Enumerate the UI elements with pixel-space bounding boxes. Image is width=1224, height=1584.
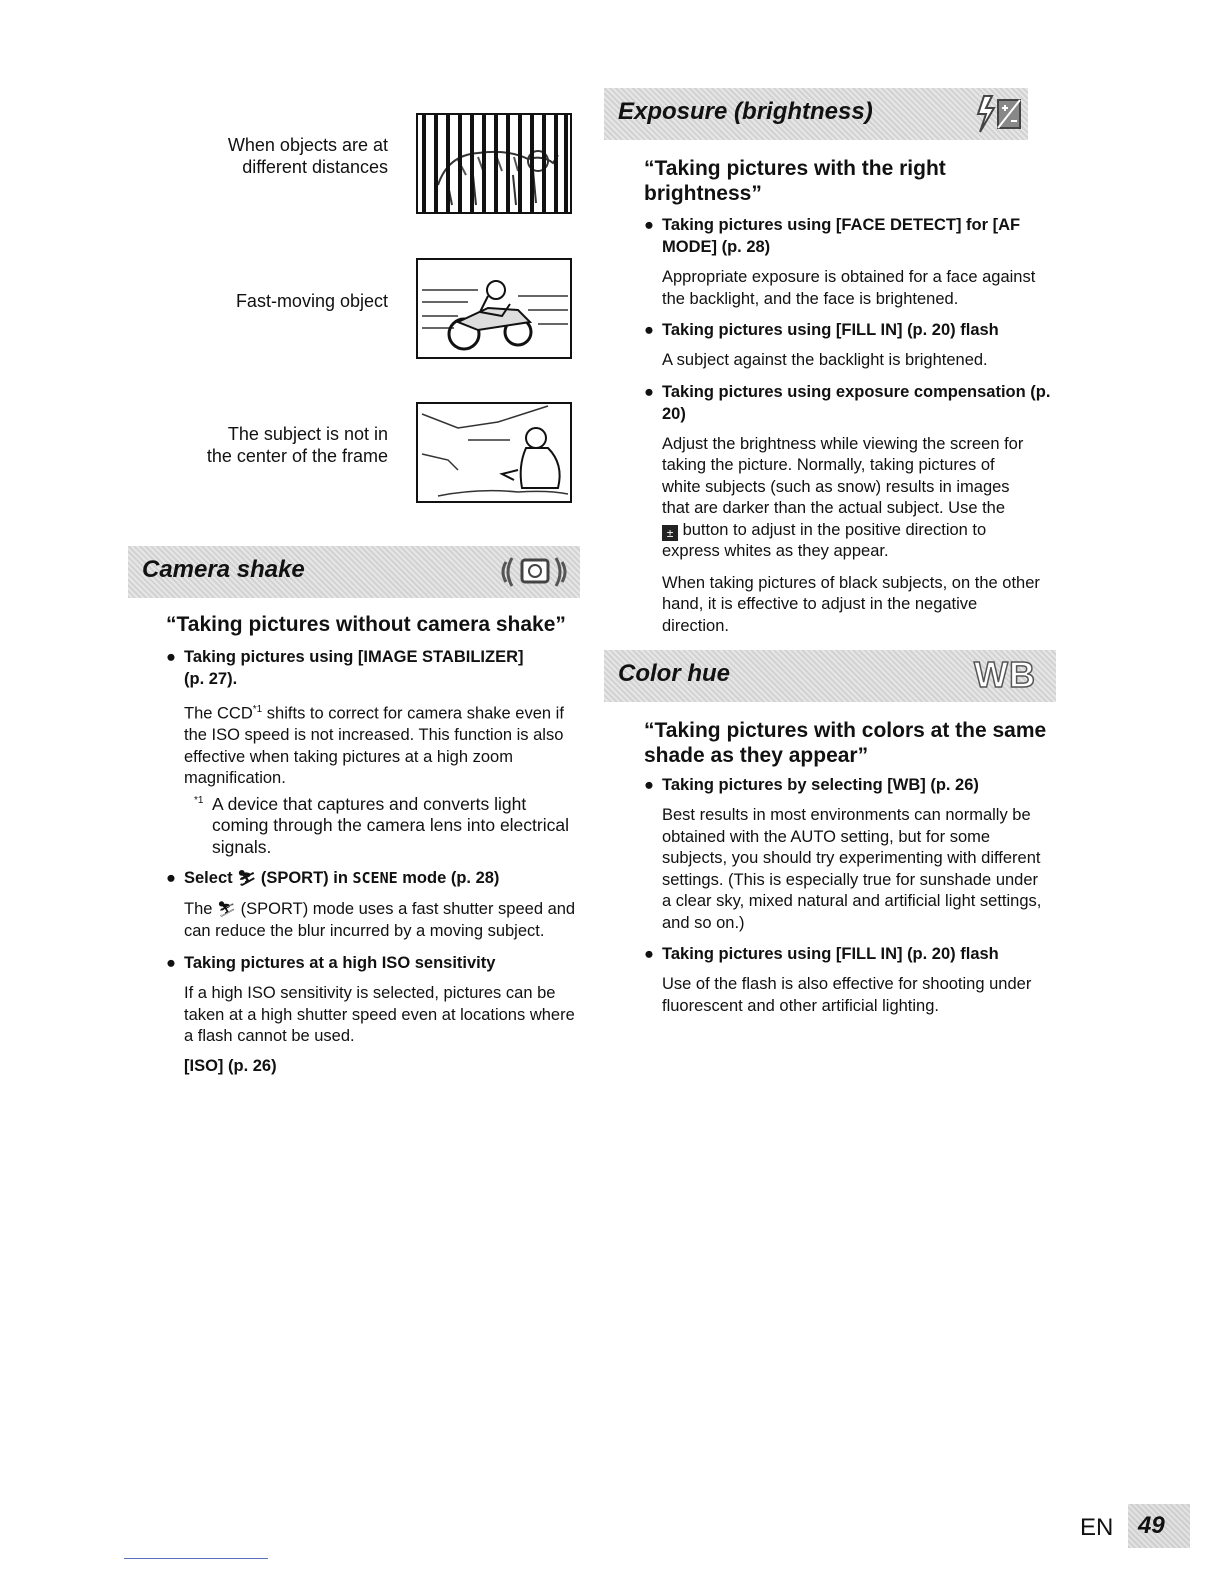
high-iso-body: If a high ISO sensitivity is selected, pictures can be taken at a high shutter speed even at locations where a flash cannot be used. (184, 984, 575, 1046)
bullet-dot: ● (644, 321, 654, 339)
caption-off-center: The subject is not in the center of the frame (206, 424, 388, 466)
bullet-dot: ● (166, 954, 176, 973)
color-hue-content (644, 774, 1056, 1017)
lake-illustration-graphic (418, 404, 570, 501)
page-number-box (1128, 1504, 1190, 1548)
bullet-image-stabilizer: ● Taking pictures using [IMAGE STABILIZER] (p. 27). (166, 648, 524, 688)
bullet-dot: ● (644, 382, 654, 401)
color-hue-section-header (604, 650, 1056, 702)
bullet-fill-in-flash-color: ● Taking pictures using [FILL IN] (p. 20) flash (644, 945, 999, 963)
camera-shake-title: Camera shake (142, 556, 305, 583)
bullet-dot: ● (166, 869, 176, 888)
bullet-face-detect: ● Taking pictures using [FACE DETECT] for [AF MODE] (p. 28) (644, 216, 1021, 256)
bullet-exposure-compensation: ● Taking pictures using exposure compensation (p. 20) (644, 382, 1051, 423)
exposure-content (644, 214, 1056, 637)
color-hue-title: Color hue (618, 660, 730, 687)
color-hue-subhead: “Taking pictures with colors at the same shade as they appear” (644, 719, 1047, 767)
bullet-high-iso: ● Taking pictures at a high ISO sensitivity (166, 954, 496, 973)
motorcycle-illustration-graphic (418, 260, 570, 357)
exposure-compensation-icon (998, 100, 1020, 128)
image-stabilizer-body: The CCD$^{*1}$ shifts to correct for camera shake even if the ISO speed is not increased. This function is also effective when taking pictures at a high zoom magnification. (184, 704, 564, 787)
tiger-behind-bars-illustration (416, 113, 572, 214)
face-detect-body: Appropriate exposure is obtained for a face against the backlight, and the face is brightened. (662, 268, 1036, 308)
select-wb-body: Best results in most environments can normally be obtained with the AUTO setting, but for some subjects, you should try experimenting with different settings. (This is especially true for sunshade under a clear sky, mixed natural and artificial light settings, and so on.) (662, 806, 1042, 932)
camera-shake-content (166, 646, 578, 1077)
bullet-dot: ● (644, 776, 654, 794)
exposure-subhead: “Taking pictures with the right brightness” (644, 157, 946, 205)
white-balance-icon: WB (974, 654, 1036, 695)
tiger-illustration-graphic (418, 115, 570, 212)
sport-mode-body: The ⛷ (SPORT) mode uses a fast shutter speed and can reduce the blur incurred by a moving subject. (184, 900, 576, 940)
bullet-sport-mode: ● Select ⛷ (SPORT) in SCENE mode (p. 28) (166, 869, 500, 888)
footer-rule (124, 1558, 268, 1559)
bullet-dot: ● (644, 216, 654, 234)
bullet-fill-in-flash: ● Taking pictures using [FILL IN] (p. 20) flash (644, 321, 999, 339)
black-subjects-body: When taking pictures of black subjects, on the other hand, it is effective to adjust in the negative direction. (662, 573, 1040, 635)
person-sitting-by-lake-illustration (416, 402, 572, 503)
exposure-title: Exposure (brightness) (618, 98, 873, 125)
exposure-icons (974, 94, 1022, 134)
fill-in-flash-body: A subject against the backlight is brightened. (662, 351, 988, 369)
bullet-dot: ● (644, 945, 654, 963)
bullet-dot: ● (166, 648, 176, 666)
camera-shake-icon (500, 550, 574, 594)
scene-mode-label: SCENE (352, 869, 398, 888)
footnote-ccd: $^{*1}$ A device that captures and converts light coming through the camera lens into electrical signals. (194, 793, 569, 858)
exposure-section-header (604, 88, 1028, 140)
iso-reference: [ISO] (p. 26) (184, 1056, 277, 1075)
camera-shake-section-header (128, 546, 580, 598)
bullet-select-wb: ● Taking pictures by selecting [WB] (p. 26) (644, 776, 979, 794)
sport-mode-icon: ⛷ (237, 870, 257, 888)
camera-shake-subhead: “Taking pictures without camera shake” (166, 613, 566, 636)
flash-icon (978, 96, 994, 132)
caption-fast-moving: Fast-moving object (235, 291, 388, 311)
exposure-compensation-body: Adjust the brightness while viewing the screen for taking the picture. Normally, taking pictures of white subjects (such as snow) results in images that are darker than the actual subject. Use the ± button to adjust in the positive direction to express whites as they appear. (662, 434, 1024, 560)
sport-mode-icon: ⛷ (217, 901, 237, 919)
page-number: 49 (1138, 1512, 1165, 1539)
caption-distances: When objects are at different distances (227, 135, 388, 177)
motorcycle-racer-illustration (416, 258, 572, 359)
language-label: EN (1080, 1514, 1114, 1541)
fill-in-flash-color-body: Use of the flash is also effective for shooting under fluorescent and other artificial lighting. (662, 975, 1032, 1015)
exposure-compensation-icon: ± (662, 525, 678, 541)
